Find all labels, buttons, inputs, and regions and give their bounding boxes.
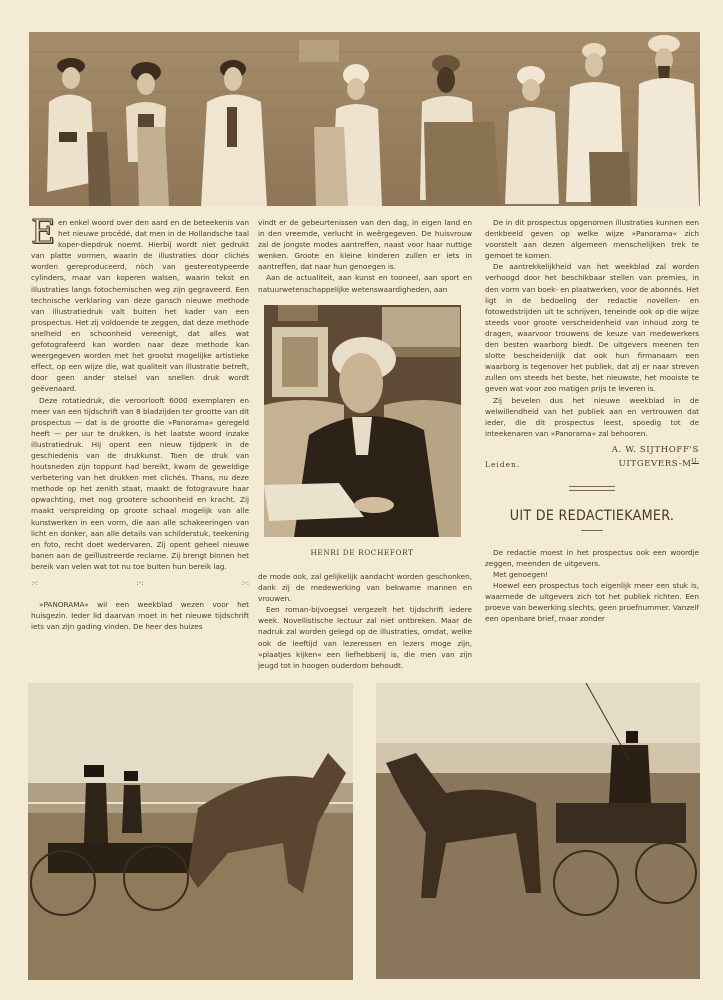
signature-block (485, 445, 699, 470)
rotatiedruk-paragraph: Deze rotatiedruk, die veroorlooft 6000 exemplaren en meer van een tijdschrift van 8 bladzijden ter grootte van dit prospectus — dat is de grootte die »Panorama« geregeld heeft — per uur te drukken, is het laatste woord inzake illustratiedruk. Hij opent een nieuw tijdperk in de geschiedenis van de drukkunst. Toen de druk van houtsneden zijn toppunt had bereikt, kwam de geweldige verbetering van het drukken met clichés. Thans, nu deze methode op het zenith staat, maakt de fotogravure haar opwachting, met nog grootere schoonheid en kracht. Zij maakt verspreiding op groote schaal mogelijk van alle kunstwerken in een vorm, die aan alle schakeeringen van licht en donker, aan alle details van schilderstuk, teekening en foto, recht doet wedervaren. Zij opent geheel nieuwe banen aan de geïllustreerde reclame. Zij brengt binnen het bereik van velen wat tot nu toe buiten hun bereik lag. (31, 395, 249, 571)
article-column-2-top (258, 217, 472, 295)
bottom-right-photo-horse-carriage (376, 683, 700, 979)
article-column-2-bottom (258, 571, 472, 671)
paragraph: Met genoegen! (493, 570, 549, 580)
separator: :-: (241, 579, 249, 587)
paragraph: vindt er de gebeurtenissen van den dag, in eigen land en in den vreemde, verlucht in weêrgegeven. De huisvrouw zal de jongste modes aantreffen, naast voor haar nuttige wenken. Groote en kleine kinderen zullen er iets in aantreffen, dat naar hun genoegen is. (258, 218, 472, 272)
donkey-3 (314, 127, 348, 206)
separator: :-: (136, 579, 144, 587)
section-separators (31, 578, 249, 589)
bottom-left-photo-horse-carriage (28, 683, 353, 980)
paragraph: Hoewel een prospectus toch eigenlijk meer een stuk is, waarmede de uitgevers zich tot het publiek richten. Een proeve van bewerking slechts, geen proefnummer. Vanzelf een openbare brief, maar zonder (485, 581, 699, 624)
portrait-image (264, 305, 461, 537)
signature-place: Leiden. (485, 459, 521, 469)
article-column-3 (485, 217, 699, 624)
publisher-abbrev: IJ. (691, 457, 699, 464)
donkey-5 (589, 152, 631, 206)
donkey-2 (137, 127, 169, 206)
section-heading: UIT DE REDACTIEKAMER. (509, 507, 675, 524)
dropcap-letter: E (31, 212, 56, 251)
publisher-company: UITGEVERS-M (618, 458, 692, 469)
intro-paragraph-text: en enkel woord over den aard en de beteekenis van het nieuwe procédé, dat men in de Hollandsche taal koper-diepdruk noemt. Hierbij wordt niet gedrukt van platte vormen, waarin de illustraties door clichés worden gereproduceerd, nòch van gestereotypeerde cylinders, maar van koperen walsen, waarin tekst en illustraties langs fotochemischen weg zijn gegraveerd. Een technische verklaring van deze gansch nieuwe methode van illustratiedruk valt buiten het kader van een prospectus. Het zij voldoende te zeggen, dat deze methode snelheid en schoonheid vereenigt, dat alles wat gefotografeerd kan worden naar deze methode kan weergegeven worden met het grootst mogelijke artistieke effect, op een wijze die, wat qualiteit van illustratie betreft, door geen ander stelsel van snellen druk wordt geëvenaard. (31, 218, 249, 394)
intro-paragraph (31, 212, 249, 395)
paragraph: De aantrekkelijkheid van het weekblad zal worden verhoogd door het beschikbaar stellen van premies, in den vorm van boek- en plaatwerken, voor de abonnés. Het ligt in de bedoeling der redactie novellen- en fotowedstrijden uit te schrijven, teneinde ook op die wijze steeds voor groote verscheidenheid van inhoud zorg te dragen, waarvoor trouwens de keuze van medewerkers den besten waarborg biedt. De uitgevers meenen ten slotte bescheidenlijk dat ook hun firmanaam een waarborg is tegenover het publiek, dat zij er naar streven zullen om steeds het beste, het nieuwste, het mooiste te geven wat voor zoo matigen prijs te leveren is. (485, 262, 699, 394)
divider-double-top (569, 486, 615, 487)
paragraph: De redactie moest in het prospectus ook een woordje zeggen, meenden de uitgevers. (485, 547, 699, 568)
top-photo-group-on-donkeys (29, 32, 700, 206)
panorama-paragraph: »PANORAMA« wil een weekblad wezen voor het huisgezin. Ieder lid daarvan moet in het nieuwe tijdschrift iets van zijn gading vinden. De heer des huizes (31, 600, 249, 632)
horse-carriage-left-image (28, 683, 353, 980)
paragraph: Aan de actualiteit, aan kunst en tooneel, aan sport en natuurwetenschappelijke wetenswaardigheden, aan (258, 273, 472, 294)
publisher-name: A. W. SIJTHOFF'S (611, 444, 699, 455)
paragraph: Zij bevelen dus het nieuwe weekblad in de welwillendheid van het publiek aan en vertrouwen dat ieder, die dit prospectus leest, spoedig tot de inteekenaren van »Panorama« zal behooren. (485, 395, 699, 438)
paragraph: Een roman-bijvoegsel vergezelt het tijdschrift iedere week. Novellistische lectuur zal niet ontbreken. Maar de nadruk zal worden gelegd op de illustraties, omdat, welke ook de leeftijd van lezeressen en lezers moge zijn, »plaatjes kijken« een liefhebberij is, die men van zijn jeugd tot in hoogen ouderdom behoudt. (258, 605, 472, 670)
article-column-1 (31, 212, 249, 632)
portrait-caption: HENRI DE ROCHEFORT (310, 548, 414, 557)
paragraph: De in dit prospectus opgenomen illustraties kunnen een denkbeeld geven op welke wijze »Panorama« zich voorstelt aan dezen algemeen menschelijken trek te gemoet te komen. (485, 218, 699, 261)
portrait-photo-henri-de-rochefort (264, 305, 461, 537)
separator: :-: (31, 579, 39, 587)
horse-carriage-right-image (376, 683, 700, 979)
donkey-4 (424, 122, 500, 206)
donkey-1 (87, 132, 111, 206)
signature-publisher (612, 445, 699, 470)
paragraph: de mode ook, zal gelijkelijk aandacht worden geschonken, dank zij de medewerking van bekwame mannen en vrouwen. (258, 572, 472, 604)
group-photo-image (29, 32, 700, 206)
